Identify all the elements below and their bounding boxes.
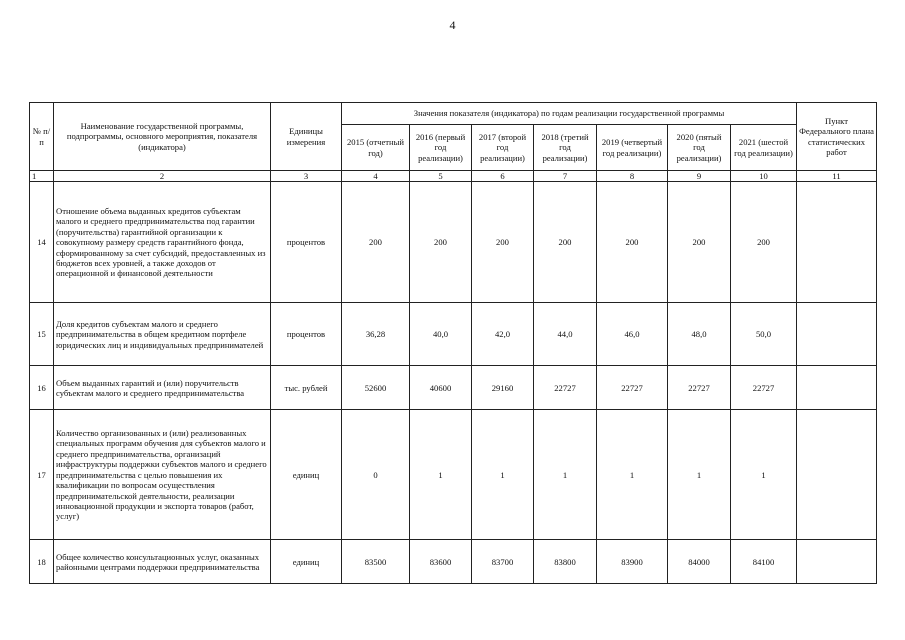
value-cell: 46,0 bbox=[597, 303, 668, 366]
row-number: 18 bbox=[30, 540, 54, 584]
row-number: 15 bbox=[30, 303, 54, 366]
value-cell: 40,0 bbox=[410, 303, 472, 366]
indicator-name: Количество организованных и (или) реализованных специальных программ обучения для субъектов малого и среднего предпринимательства, организаций инфраструктуры поддержки субъектов малого и среднего предпринимательства с целью повышения их квалификации по вопросам осуществления предпринимательской деятельности, реализации инновационной продукции и экспорта товаров (работ, услуг) bbox=[54, 410, 271, 540]
value-cell: 200 bbox=[410, 182, 472, 303]
value-cell: 22727 bbox=[668, 366, 731, 410]
row-number: 17 bbox=[30, 410, 54, 540]
column-number: 1 bbox=[30, 171, 54, 182]
indicator-table bbox=[29, 102, 877, 584]
value-cell: 44,0 bbox=[534, 303, 597, 366]
value-cell: 42,0 bbox=[472, 303, 534, 366]
column-number: 3 bbox=[271, 171, 342, 182]
row-number: 16 bbox=[30, 366, 54, 410]
value-cell: 200 bbox=[597, 182, 668, 303]
value-cell: 22727 bbox=[597, 366, 668, 410]
value-cell: 1 bbox=[534, 410, 597, 540]
value-cell: 1 bbox=[597, 410, 668, 540]
header-year-2020: 2020 (пятый год реализации) bbox=[668, 125, 731, 171]
column-number: 2 bbox=[54, 171, 271, 182]
column-number: 5 bbox=[410, 171, 472, 182]
value-cell: 200 bbox=[731, 182, 797, 303]
value-cell: 36,28 bbox=[342, 303, 410, 366]
page-number: 4 bbox=[449, 18, 456, 32]
value-cell: 200 bbox=[534, 182, 597, 303]
value-cell: 200 bbox=[342, 182, 410, 303]
indicator-name: Доля кредитов субъектам малого и среднего предпринимательства в общем кредитном портфеле юридических лиц и индивидуальных предпринимателей bbox=[54, 303, 271, 366]
table-row bbox=[30, 303, 877, 366]
header-name: Наименование государственной программы, подпрограммы, основного мероприятия, показателя (индикатора) bbox=[54, 103, 271, 171]
table-row bbox=[30, 540, 877, 584]
value-cell: 0 bbox=[342, 410, 410, 540]
value-cell: 83700 bbox=[472, 540, 534, 584]
unit-cell: процентов bbox=[271, 182, 342, 303]
value-cell: 29160 bbox=[472, 366, 534, 410]
value-cell: 84100 bbox=[731, 540, 797, 584]
value-cell: 83500 bbox=[342, 540, 410, 584]
value-cell: 48,0 bbox=[668, 303, 731, 366]
value-cell: 83900 bbox=[597, 540, 668, 584]
header-year-2021: 2021 (шестой год реализации) bbox=[731, 125, 797, 171]
statistical-plan-point-cell bbox=[797, 410, 877, 540]
value-cell: 52600 bbox=[342, 366, 410, 410]
row-number: 14 bbox=[30, 182, 54, 303]
header-statistical-plan-point: Пункт Федерального плана статистических работ bbox=[797, 103, 877, 171]
indicator-name: Отношение объема выданных кредитов субъектам малого и среднего предпринимательства под гарантии (поручительства) гарантийной организации к совокупному размеру средств гарантийного фонда, сформированному за счет субсидий, предоставленных из бюджетов всех уровней, а также доходов от операционной и финансовой деятельности bbox=[54, 182, 271, 303]
unit-cell: единиц bbox=[271, 540, 342, 584]
header-values-group: Значения показателя (индикатора) по годам реализации государственной программы bbox=[342, 103, 797, 125]
header-year-2015: 2015 (отчетный год) bbox=[342, 125, 410, 171]
indicator-name: Объем выданных гарантий и (или) поручительств субъектам малого и среднего предпринимательства bbox=[54, 366, 271, 410]
column-number: 7 bbox=[534, 171, 597, 182]
value-cell: 83600 bbox=[410, 540, 472, 584]
header-unit: Единицы измерения bbox=[271, 103, 342, 171]
value-cell: 1 bbox=[731, 410, 797, 540]
statistical-plan-point-cell bbox=[797, 303, 877, 366]
value-cell: 1 bbox=[472, 410, 534, 540]
column-number: 8 bbox=[597, 171, 668, 182]
column-number: 10 bbox=[731, 171, 797, 182]
value-cell: 200 bbox=[472, 182, 534, 303]
statistical-plan-point-cell bbox=[797, 366, 877, 410]
header-year-2018: 2018 (третий год реализации) bbox=[534, 125, 597, 171]
header-num: № п/п bbox=[30, 103, 54, 171]
value-cell: 83800 bbox=[534, 540, 597, 584]
value-cell: 40600 bbox=[410, 366, 472, 410]
table-row bbox=[30, 366, 877, 410]
value-cell: 22727 bbox=[534, 366, 597, 410]
statistical-plan-point-cell bbox=[797, 540, 877, 584]
column-number: 11 bbox=[797, 171, 877, 182]
header-year-2019: 2019 (четвертый год реализации) bbox=[597, 125, 668, 171]
table-row bbox=[30, 410, 877, 540]
value-cell: 1 bbox=[668, 410, 731, 540]
column-number: 6 bbox=[472, 171, 534, 182]
header-year-2017: 2017 (второй год реализации) bbox=[472, 125, 534, 171]
value-cell: 200 bbox=[668, 182, 731, 303]
value-cell: 22727 bbox=[731, 366, 797, 410]
value-cell: 1 bbox=[410, 410, 472, 540]
table-row bbox=[30, 182, 877, 303]
header-year-2016: 2016 (первый год реализации) bbox=[410, 125, 472, 171]
column-number: 4 bbox=[342, 171, 410, 182]
column-number: 9 bbox=[668, 171, 731, 182]
unit-cell: процентов bbox=[271, 303, 342, 366]
value-cell: 50,0 bbox=[731, 303, 797, 366]
indicator-name: Общее количество консультационных услуг, оказанных районными центрами поддержки предпринимательства bbox=[54, 540, 271, 584]
statistical-plan-point-cell bbox=[797, 182, 877, 303]
column-number-row bbox=[30, 171, 877, 182]
unit-cell: тыс. рублей bbox=[271, 366, 342, 410]
value-cell: 84000 bbox=[668, 540, 731, 584]
unit-cell: единиц bbox=[271, 410, 342, 540]
